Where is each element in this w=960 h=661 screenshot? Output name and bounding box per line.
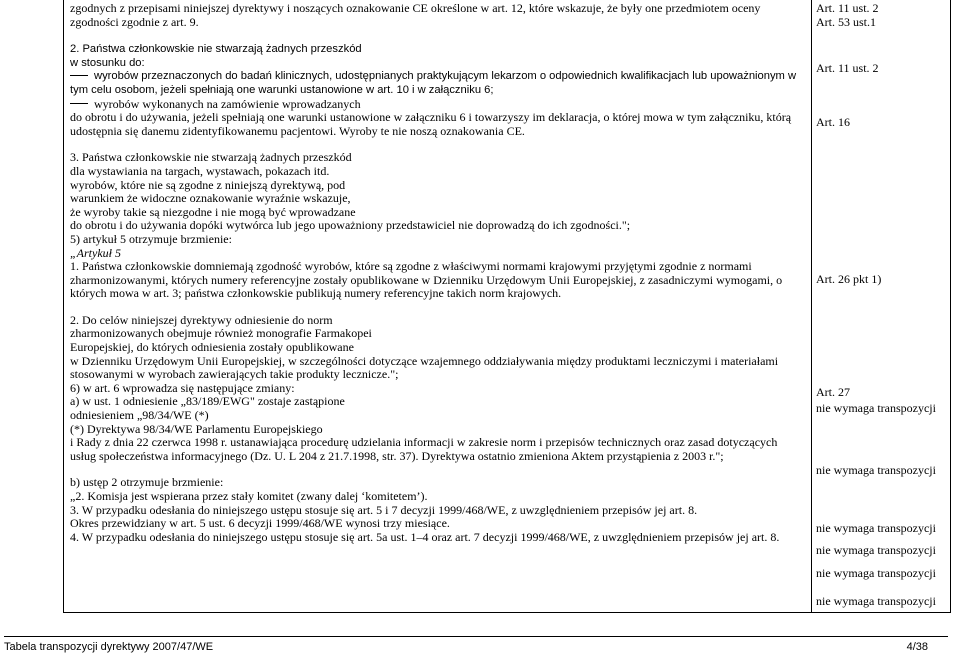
paragraph-3-line: wyrobów, które nie są zgodne z niniejszą dyrektywą, pod — [70, 177, 346, 192]
article-5-paragraph-2-line: Europejskiej, do których odniesienia zostały opublikowane — [70, 340, 354, 355]
article-5-paragraph-2-line: zharmonizowanych obejmuje również monografie Farmakopei — [70, 326, 372, 341]
paragraph-2-tail: do obrotu i do używania, jeżeli spełniają one warunki ustanowione w załączniku 6 i towarzyszy im deklaracja, o której mowa w tym załączniku, którą udostępnia się danemu zidentyfikowanemu pacjentowi. Wyroby te nie noszą oznakowania CE. — [70, 110, 792, 138]
amendment-5-heading: 5) artykuł 5 otrzymuje brzmienie: — [70, 231, 232, 246]
reference-cell: nie wymaga transpozycji — [816, 594, 936, 608]
paragraph-2-heading: 2. Państwa członkowskie nie stwarzają żadnych przeszkód — [70, 43, 362, 56]
dash-mark — [70, 103, 88, 104]
article-5-title: „Artykuł 5 — [70, 245, 121, 260]
page-number: 4/38 — [906, 641, 928, 653]
reference-cell: nie wymaga transpozycji — [816, 543, 936, 557]
amendment-6b-line: 3. W przypadku odesłania do niniejszego ustępu stosuje się art. 5 i 7 decyzji 1999/468/WE, z uwzględnieniem przepisów jej art. 8. — [70, 502, 698, 517]
reference-cell: nie wymaga transpozycji — [816, 566, 936, 580]
reference-cell: Art. 53 ust.1 — [816, 15, 876, 29]
page-footer — [4, 641, 928, 655]
article-5-paragraph-2-line: 2. Do celów niniejszej dyrektywy odniesienie do norm — [70, 312, 333, 327]
directive-text-column — [70, 2, 806, 544]
paragraph-continuation: zgodnych z przepisami niniejszej dyrektywy i noszących oznakowanie CE określone w art. 12, które wskazuje, że były one przedmiotem oceny zgodności zgodnie z art. 9. — [70, 1, 761, 29]
reference-cell: nie wymaga transpozycji — [816, 463, 936, 477]
paragraph-3-line: warunkiem że widoczne oznakowanie wyraźnie wskazuje, — [70, 191, 351, 206]
footer-title: Tabela transpozycji dyrektywy 2007/47/WE — [4, 641, 214, 653]
article-5-paragraph-2-line: w Dzienniku Urzędowym Unii Europejskiej, w szczególności dotyczące wzajemnego oddziaływania między produktami leczniczymi i materiałami stosowanymi w wyrobach zawierających takie produkty lecznicze."; — [70, 353, 779, 382]
amendment-6-line: a) w ust. 1 odniesienie „83/189/EWG" zostaje zastąpione — [70, 394, 345, 409]
paragraph-2-dash-1 — [70, 70, 806, 97]
amendment-6-heading: 6) w art. 6 wprowadza się następujące zmiany: — [70, 380, 295, 395]
dash-1-text: wyrobów przeznaczonych do badań klinicznych, udostępnianych praktykującym lekarzom o odpowiednich kwalifikacjach lub upoważnionym w tym celu osobom, jeżeli spełniają one warunki ustanowione w art. 10 i w załączniku 6; — [70, 70, 797, 96]
paragraph-2-line: w stosunku do: — [70, 56, 145, 69]
dash-mark — [70, 75, 88, 76]
paragraph-2-dash-2 — [70, 98, 806, 112]
paragraph-3-line: do obrotu i do używania dopóki wytwórca lub jego upoważniony przedstawiciel nie doprowadzą do ich zgodności."; — [70, 218, 631, 233]
amendment-6b-heading: b) ustęp 2 otrzymuje brzmienie: — [70, 475, 224, 490]
amendment-6b-line: „2. Komisja jest wspierana przez stały komitet (zwany dalej ‘komitetem’). — [70, 489, 428, 503]
article-5-paragraph-1: 1. Państwa członkowskie domniemają zgodność wyrobów, które są zgodne z właściwymi normami krajowymi przyjętymi zgodnie z normami zharmonizowanymi, których numery referencyjne zostały opublikowane w Dzienniku Urzędowym Unii Europejskiej, z zasadniczymi wymogami, o których mowa w art. 3; państwa członkowskie publikują numery referencyjne takich norm krajowych. — [70, 259, 783, 301]
amendment-6b-line: 4. W przypadku odesłania do niniejszego ustępu stosuje się art. 5a ust. 1–4 oraz art. 7 decyzji 1999/468/WE, z uwzględnieniem przepisów jej art. 8. — [70, 529, 780, 544]
paragraph-3-line: 3. Państwa członkowskie nie stwarzają żadnych przeszkód — [70, 150, 352, 165]
paragraph-3-line: że wyroby takie są niezgodne i nie mogą być wprowadzane — [70, 204, 356, 219]
reference-cell: Art. 26 pkt 1) — [816, 272, 882, 286]
amendment-6b-line: Okres przewidziany w art. 5 ust. 6 decyzji 1999/468/WE wynosi trzy miesiące. — [70, 516, 450, 531]
reference-cell: nie wymaga transpozycji — [816, 401, 936, 415]
reference-cell: Art. 16 — [816, 115, 850, 129]
amendment-6-line: i Rady z dnia 22 czerwca 1998 r. ustanawiająca procedurę udzielania informacji w zakresie norm i przepisów technicznych oraz zasad dotyczących usług społeczeństwa informacyjnego (Dz. U. L 204 z 21.7.1998, str. 37). Dyrektywa ostatnio zmieniona Aktem przystąpienia z 2003 r."; — [70, 435, 778, 463]
dash-2-text: wyrobów wykonanych na zamówienie wprowadzanych — [94, 96, 361, 111]
reference-cell: Art. 11 ust. 2 — [816, 61, 879, 75]
footer-rule — [4, 636, 948, 637]
reference-cell: nie wymaga transpozycji — [816, 521, 936, 535]
reference-cell: Art. 11 ust. 2 — [816, 1, 879, 15]
paragraph-3-line: dla wystawiania na targach, wystawach, pokazach itd. — [70, 163, 330, 178]
reference-cell: Art. 27 — [816, 385, 850, 399]
column-divider — [811, 0, 812, 612]
amendment-6-line: (*) Dyrektywa 98/34/WE Parlamentu Europejskiego — [70, 421, 323, 436]
amendment-6-line: odniesieniem „98/34/WE (*) — [70, 408, 209, 423]
